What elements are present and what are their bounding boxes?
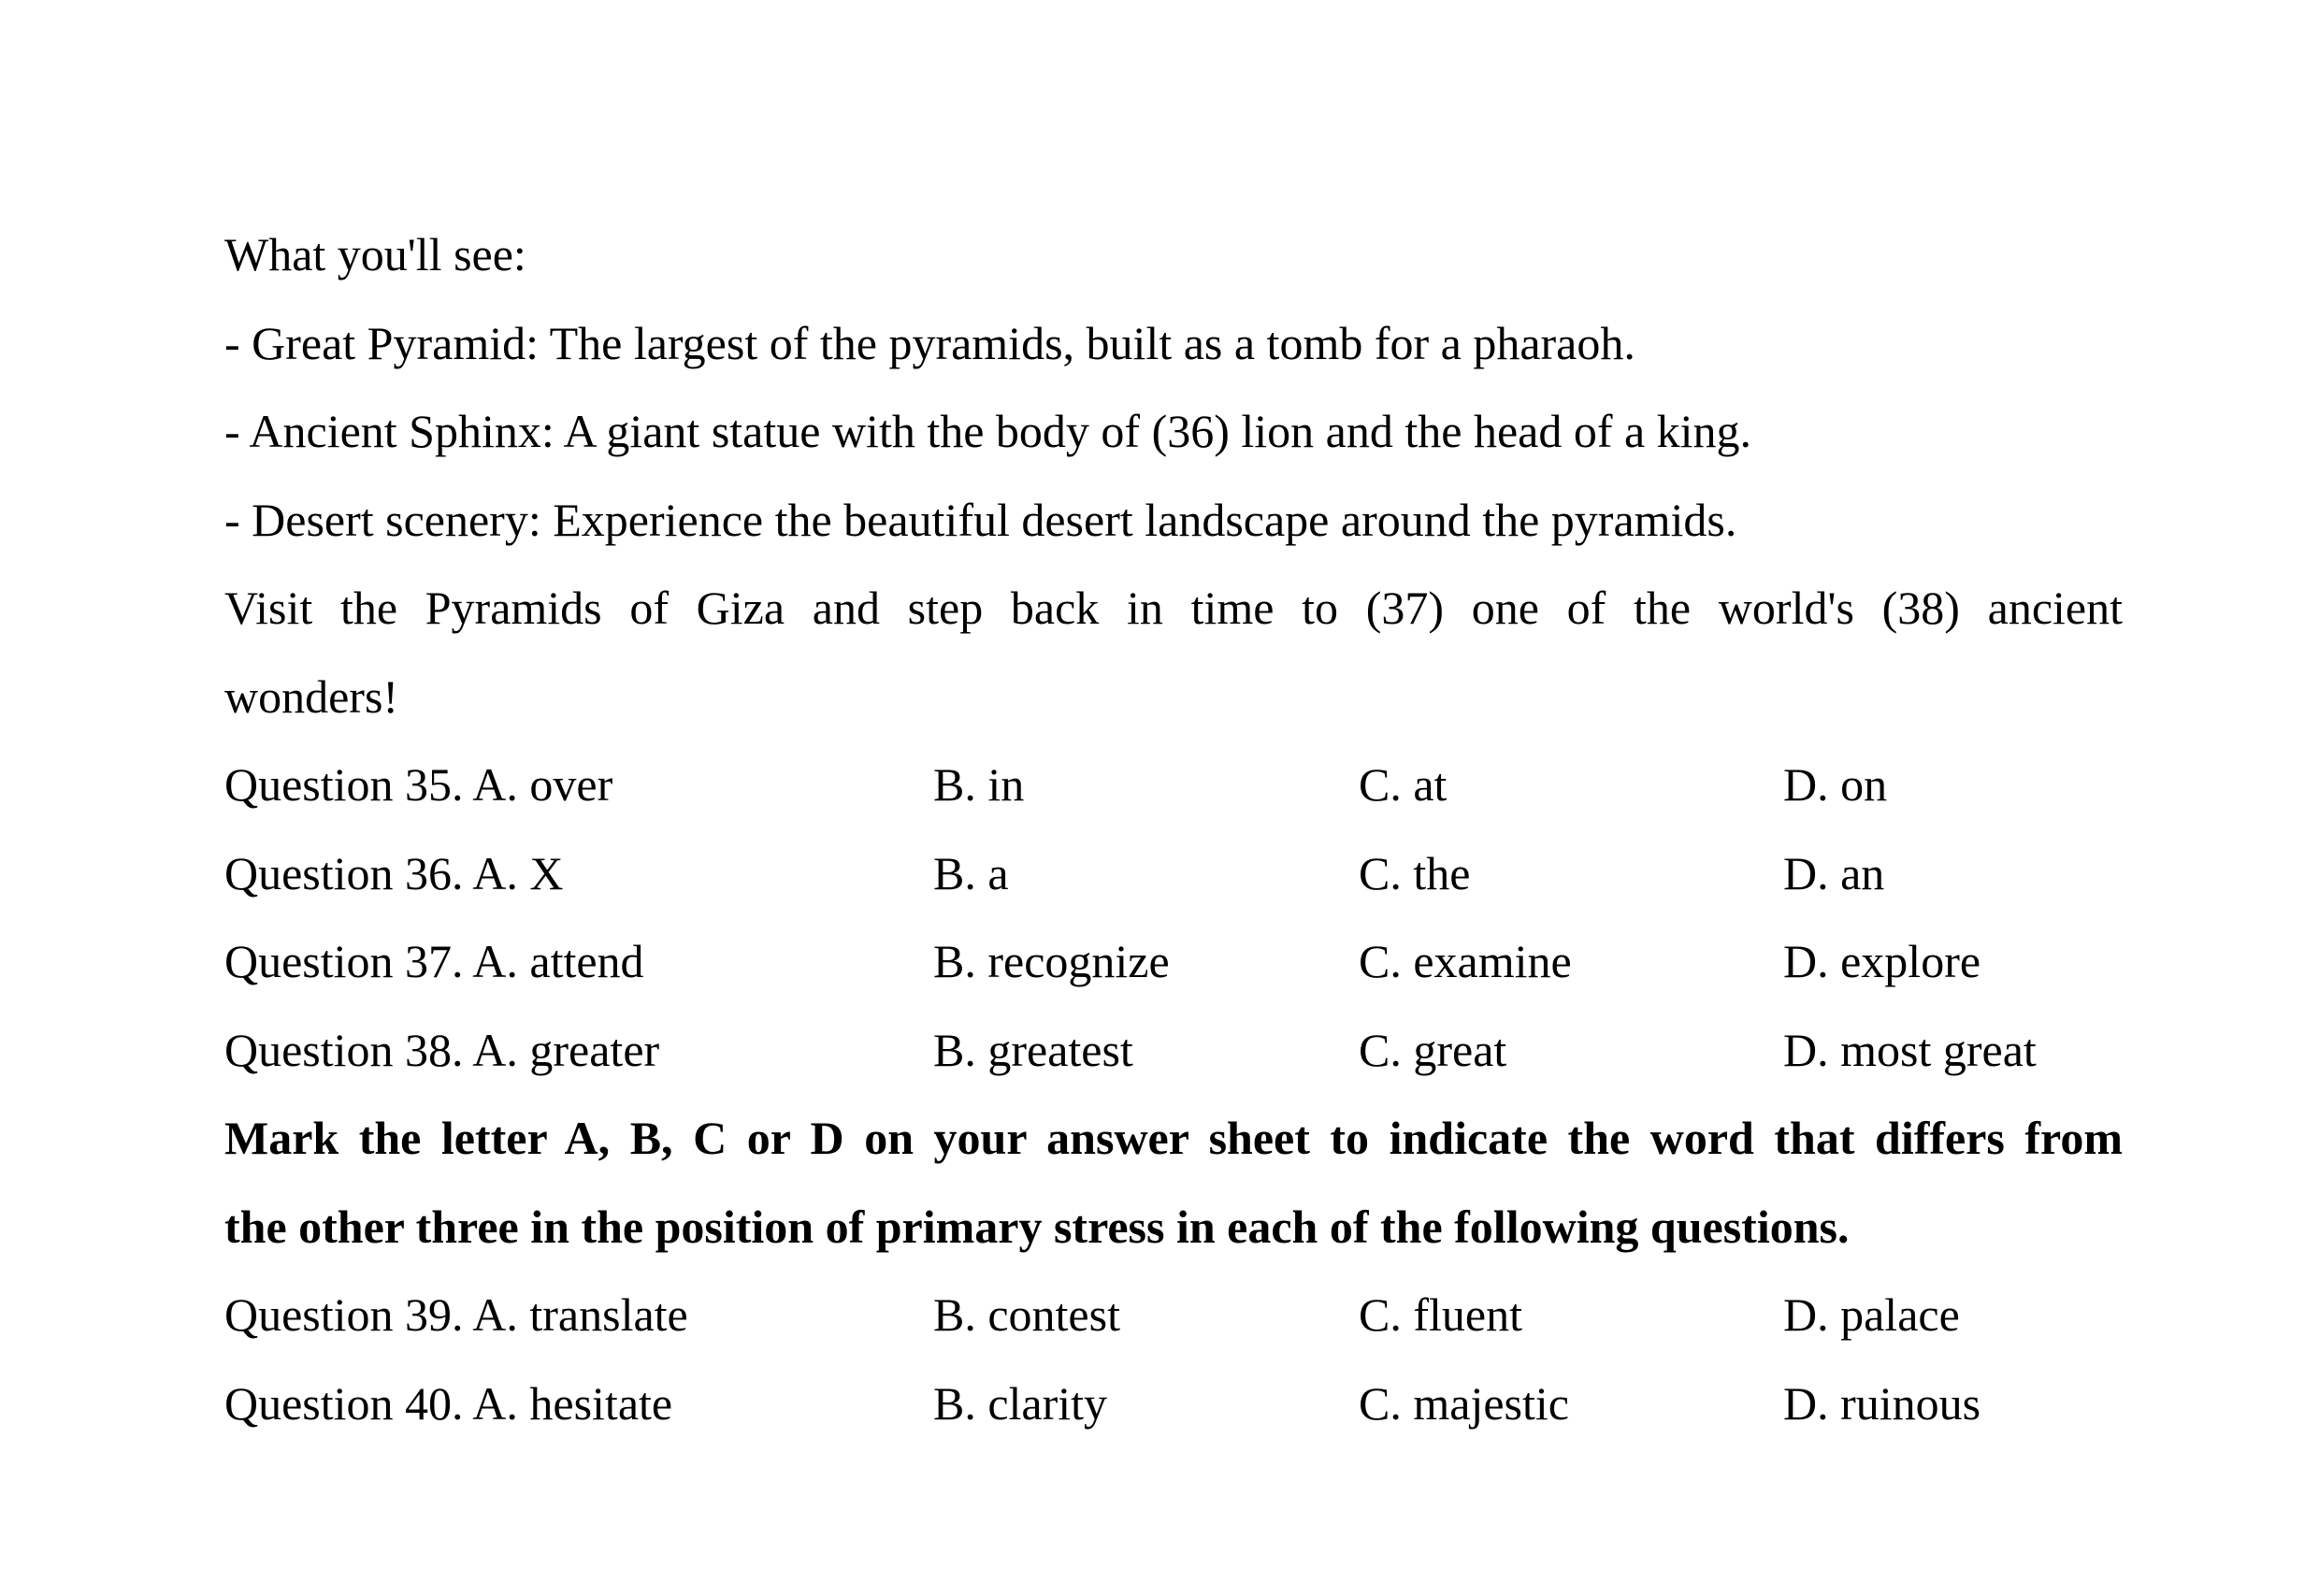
question-39-option-a: Question 39. A. translate (224, 1288, 688, 1341)
question-37-option-a: Question 37. A. attend (224, 935, 644, 987)
question-38-option-a: Question 38. A. greater (224, 1023, 660, 1076)
question-40-option-b: B. clarity (933, 1376, 1108, 1430)
closing-paragraph-line1: Visit the Pyramids of Giza and step back in time to (37) one of the world's (38) ancient (224, 582, 2123, 634)
exam-page (224, 210, 2123, 1447)
question-39-option-b: B. contest (933, 1288, 1120, 1341)
question-36-option-d: D. an (1783, 846, 1885, 899)
question-40-option-c: C. majestic (1359, 1376, 1569, 1430)
bullet-ancient-sphinx: - Ancient Sphinx: A giant statue with the body of (36) lion and the head of a king. (224, 405, 1752, 457)
question-39-option-c: C. fluent (1359, 1288, 1522, 1341)
question-36-option-a: Question 36. A. X (224, 846, 564, 899)
question-row-36 (224, 829, 2123, 918)
question-row-35 (224, 740, 2123, 829)
instruction-line2: the other three in the position of primary stress in each of the following questions. (224, 1200, 1850, 1253)
question-35-option-d: D. on (1783, 758, 1888, 811)
question-38-option-c: C. great (1359, 1023, 1507, 1076)
question-37-option-d: D. explore (1783, 935, 1981, 987)
question-37-option-c: C. examine (1359, 935, 1572, 987)
question-40-option-d: D. ruinous (1783, 1376, 1981, 1430)
question-36-option-c: C. the (1359, 846, 1471, 899)
question-35-option-a: Question 35. A. over (224, 758, 613, 811)
question-35-option-b: B. in (933, 758, 1025, 811)
question-row-40 (224, 1359, 2123, 1448)
question-row-38 (224, 1006, 2123, 1095)
question-37-option-b: B. recognize (933, 935, 1170, 987)
instruction-line1: Mark the letter A, B, C or D on your answer sheet to indicate the word that differs from (224, 1112, 2123, 1164)
question-40-option-a: Question 40. A. hesitate (224, 1376, 673, 1430)
question-38-option-d: D. most great (1783, 1023, 2037, 1076)
bullet-great-pyramid: - Great Pyramid: The largest of the pyramids, built as a tomb for a pharaoh. (224, 316, 1635, 369)
section-heading: What you'll see: (224, 228, 526, 280)
question-36-option-b: B. a (933, 846, 1009, 899)
closing-paragraph-line2: wonders! (224, 669, 399, 723)
question-row-39 (224, 1271, 2123, 1359)
question-35-option-c: C. at (1359, 758, 1448, 811)
question-row-37 (224, 917, 2123, 1006)
question-38-option-b: B. greatest (933, 1023, 1133, 1076)
question-39-option-d: D. palace (1783, 1288, 1960, 1341)
bullet-desert-scenery: - Desert scenery: Experience the beautiful desert landscape around the pyramids. (224, 493, 1737, 546)
